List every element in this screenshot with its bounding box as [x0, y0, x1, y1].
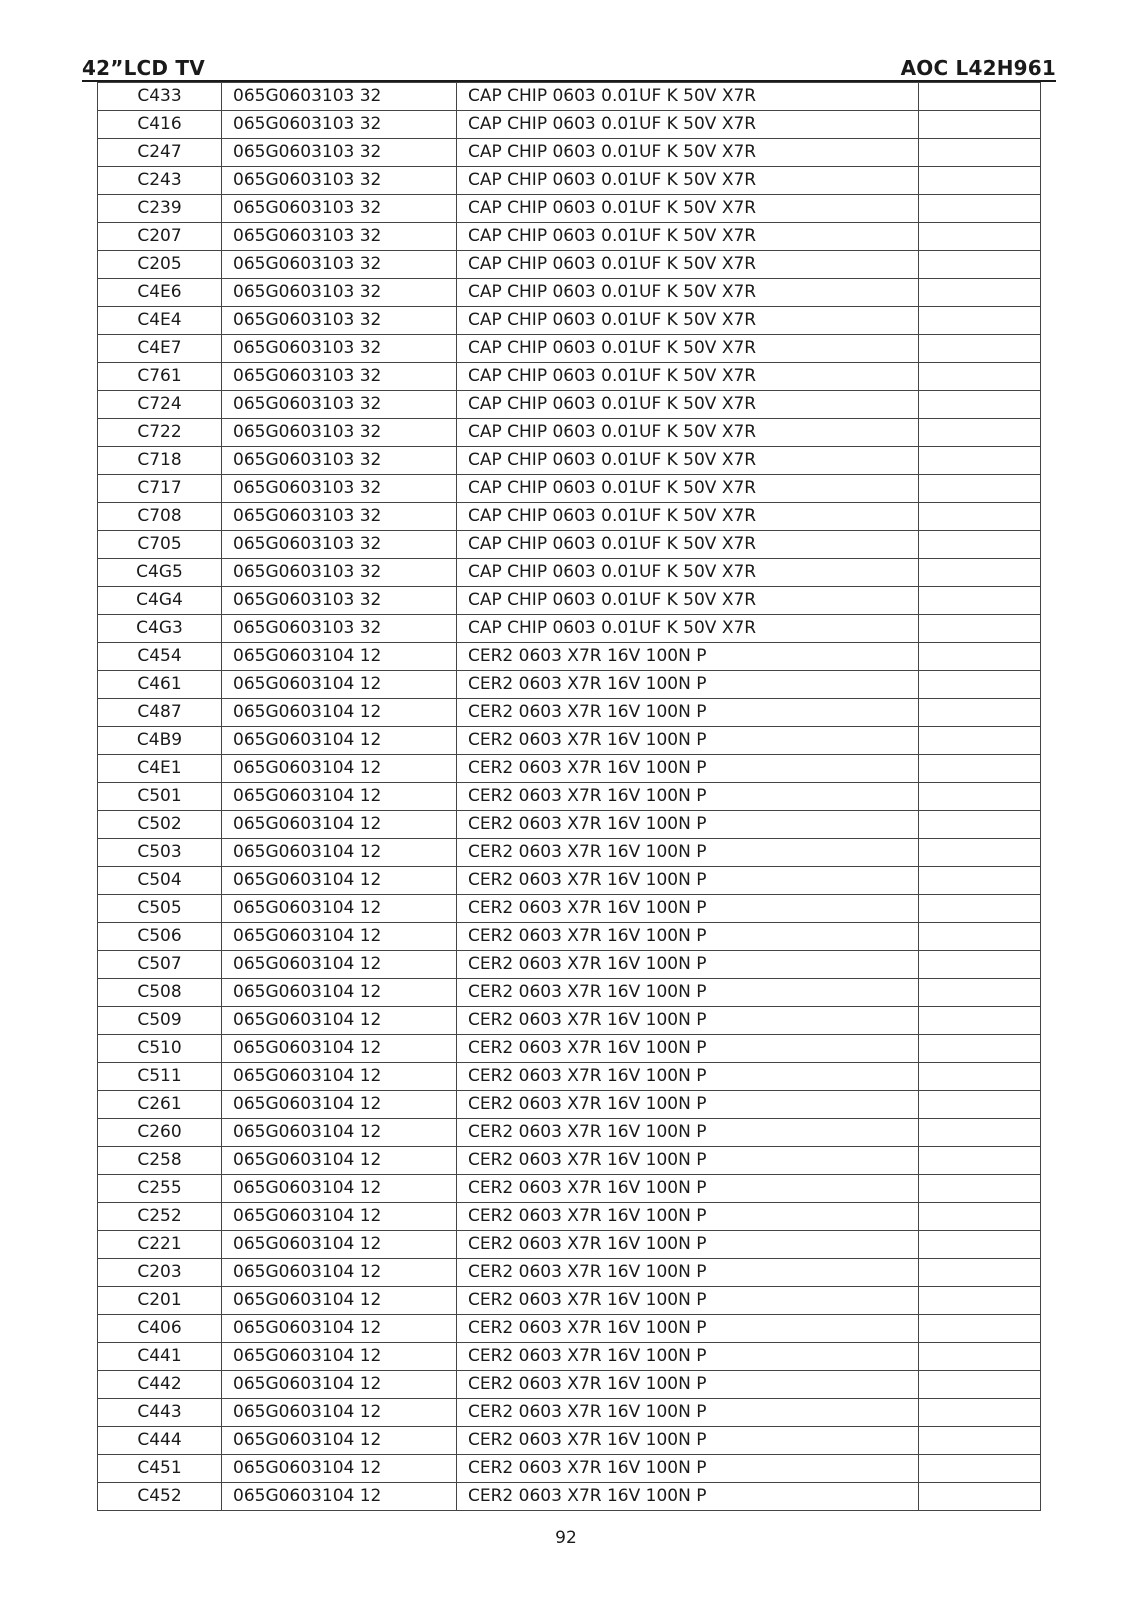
- cell-location: C201: [98, 1287, 222, 1315]
- cell-location: C487: [98, 699, 222, 727]
- cell-part-number: 065G0603103 32: [222, 195, 457, 223]
- cell-remark: [919, 1007, 1041, 1035]
- cell-description: CER2 0603 X7R 16V 100N P: [457, 895, 919, 923]
- cell-remark: [919, 923, 1041, 951]
- cell-remark: [919, 1427, 1041, 1455]
- table-row: [98, 251, 1041, 279]
- cell-remark: [919, 447, 1041, 475]
- table-row: [98, 811, 1041, 839]
- cell-part-number: 065G0603104 12: [222, 1315, 457, 1343]
- table-row: [98, 279, 1041, 307]
- cell-part-number: 065G0603104 12: [222, 811, 457, 839]
- cell-description: CAP CHIP 0603 0.01UF K 50V X7R: [457, 559, 919, 587]
- cell-remark: [919, 1147, 1041, 1175]
- cell-part-number: 065G0603103 32: [222, 615, 457, 643]
- cell-part-number: 065G0603103 32: [222, 251, 457, 279]
- cell-part-number: 065G0603103 32: [222, 419, 457, 447]
- cell-location: C4E4: [98, 307, 222, 335]
- table-row: [98, 475, 1041, 503]
- table-row: [98, 895, 1041, 923]
- cell-location: C4G5: [98, 559, 222, 587]
- cell-location: C722: [98, 419, 222, 447]
- cell-description: CAP CHIP 0603 0.01UF K 50V X7R: [457, 503, 919, 531]
- cell-description: CER2 0603 X7R 16V 100N P: [457, 783, 919, 811]
- cell-part-number: 065G0603103 32: [222, 139, 457, 167]
- cell-part-number: 065G0603104 12: [222, 1007, 457, 1035]
- table-row: [98, 307, 1041, 335]
- cell-part-number: 065G0603103 32: [222, 559, 457, 587]
- cell-part-number: 065G0603104 12: [222, 1259, 457, 1287]
- cell-location: C510: [98, 1035, 222, 1063]
- cell-remark: [919, 531, 1041, 559]
- cell-part-number: 065G0603103 32: [222, 335, 457, 363]
- cell-location: C461: [98, 671, 222, 699]
- cell-location: C705: [98, 531, 222, 559]
- cell-description: CER2 0603 X7R 16V 100N P: [457, 1203, 919, 1231]
- cell-description: CER2 0603 X7R 16V 100N P: [457, 867, 919, 895]
- cell-description: CAP CHIP 0603 0.01UF K 50V X7R: [457, 363, 919, 391]
- cell-description: CER2 0603 X7R 16V 100N P: [457, 1287, 919, 1315]
- cell-location: C255: [98, 1175, 222, 1203]
- cell-description: CER2 0603 X7R 16V 100N P: [457, 1427, 919, 1455]
- cell-location: C258: [98, 1147, 222, 1175]
- table-row: [98, 699, 1041, 727]
- table-row: [98, 1399, 1041, 1427]
- table-row: [98, 83, 1041, 111]
- table-row: [98, 923, 1041, 951]
- cell-location: C252: [98, 1203, 222, 1231]
- cell-description: CAP CHIP 0603 0.01UF K 50V X7R: [457, 419, 919, 447]
- cell-description: CER2 0603 X7R 16V 100N P: [457, 1455, 919, 1483]
- cell-part-number: 065G0603103 32: [222, 447, 457, 475]
- cell-location: C207: [98, 223, 222, 251]
- table-row: [98, 839, 1041, 867]
- cell-description: CER2 0603 X7R 16V 100N P: [457, 727, 919, 755]
- cell-description: CAP CHIP 0603 0.01UF K 50V X7R: [457, 391, 919, 419]
- cell-remark: [919, 699, 1041, 727]
- table-row: [98, 783, 1041, 811]
- cell-description: CAP CHIP 0603 0.01UF K 50V X7R: [457, 335, 919, 363]
- table-row: [98, 223, 1041, 251]
- cell-part-number: 065G0603104 12: [222, 1203, 457, 1231]
- cell-description: CER2 0603 X7R 16V 100N P: [457, 643, 919, 671]
- cell-remark: [919, 167, 1041, 195]
- cell-part-number: 065G0603104 12: [222, 1119, 457, 1147]
- cell-part-number: 065G0603104 12: [222, 1091, 457, 1119]
- cell-location: C717: [98, 475, 222, 503]
- cell-remark: [919, 1203, 1041, 1231]
- cell-description: CAP CHIP 0603 0.01UF K 50V X7R: [457, 307, 919, 335]
- table-row: [98, 1175, 1041, 1203]
- table-row: [98, 1371, 1041, 1399]
- cell-part-number: 065G0603103 32: [222, 167, 457, 195]
- cell-location: C442: [98, 1371, 222, 1399]
- cell-part-number: 065G0603104 12: [222, 1175, 457, 1203]
- cell-remark: [919, 615, 1041, 643]
- cell-location: C239: [98, 195, 222, 223]
- cell-description: CAP CHIP 0603 0.01UF K 50V X7R: [457, 279, 919, 307]
- cell-remark: [919, 1063, 1041, 1091]
- cell-remark: [919, 335, 1041, 363]
- cell-remark: [919, 643, 1041, 671]
- table-row: [98, 727, 1041, 755]
- cell-remark: [919, 727, 1041, 755]
- cell-description: CER2 0603 X7R 16V 100N P: [457, 1175, 919, 1203]
- cell-part-number: 065G0603104 12: [222, 979, 457, 1007]
- cell-description: CER2 0603 X7R 16V 100N P: [457, 923, 919, 951]
- table-row: [98, 391, 1041, 419]
- cell-description: CER2 0603 X7R 16V 100N P: [457, 1091, 919, 1119]
- cell-location: C507: [98, 951, 222, 979]
- cell-part-number: 065G0603104 12: [222, 1231, 457, 1259]
- cell-description: CAP CHIP 0603 0.01UF K 50V X7R: [457, 251, 919, 279]
- cell-part-number: 065G0603103 32: [222, 391, 457, 419]
- cell-description: CER2 0603 X7R 16V 100N P: [457, 699, 919, 727]
- cell-remark: [919, 363, 1041, 391]
- cell-part-number: 065G0603104 12: [222, 1063, 457, 1091]
- cell-remark: [919, 503, 1041, 531]
- cell-remark: [919, 1175, 1041, 1203]
- table-row: [98, 867, 1041, 895]
- header-model-number: AOC L42H961: [900, 56, 1056, 80]
- cell-remark: [919, 1371, 1041, 1399]
- table-row: [98, 195, 1041, 223]
- cell-remark: [919, 1259, 1041, 1287]
- cell-description: CAP CHIP 0603 0.01UF K 50V X7R: [457, 223, 919, 251]
- cell-location: C718: [98, 447, 222, 475]
- cell-description: CER2 0603 X7R 16V 100N P: [457, 1399, 919, 1427]
- cell-part-number: 065G0603104 12: [222, 1035, 457, 1063]
- cell-part-number: 065G0603103 32: [222, 503, 457, 531]
- cell-part-number: 065G0603104 12: [222, 923, 457, 951]
- cell-location: C4E1: [98, 755, 222, 783]
- cell-description: CER2 0603 X7R 16V 100N P: [457, 1007, 919, 1035]
- cell-part-number: 065G0603104 12: [222, 1371, 457, 1399]
- cell-description: CER2 0603 X7R 16V 100N P: [457, 839, 919, 867]
- table-row: [98, 1455, 1041, 1483]
- table-row: [98, 335, 1041, 363]
- cell-location: C260: [98, 1119, 222, 1147]
- table-row: [98, 1483, 1041, 1511]
- cell-description: CER2 0603 X7R 16V 100N P: [457, 1035, 919, 1063]
- cell-part-number: 065G0603104 12: [222, 643, 457, 671]
- cell-remark: [919, 1231, 1041, 1259]
- cell-description: CER2 0603 X7R 16V 100N P: [457, 1483, 919, 1511]
- cell-location: C454: [98, 643, 222, 671]
- table-row: [98, 1259, 1041, 1287]
- cell-remark: [919, 1315, 1041, 1343]
- cell-location: C441: [98, 1343, 222, 1371]
- cell-remark: [919, 111, 1041, 139]
- cell-part-number: 065G0603104 12: [222, 1343, 457, 1371]
- cell-remark: [919, 559, 1041, 587]
- table-row: [98, 1287, 1041, 1315]
- cell-remark: [919, 307, 1041, 335]
- table-row: [98, 1007, 1041, 1035]
- table-row: [98, 1427, 1041, 1455]
- cell-location: C508: [98, 979, 222, 1007]
- cell-location: C444: [98, 1427, 222, 1455]
- cell-part-number: 065G0603104 12: [222, 951, 457, 979]
- cell-description: CAP CHIP 0603 0.01UF K 50V X7R: [457, 195, 919, 223]
- cell-remark: [919, 979, 1041, 1007]
- table-row: [98, 615, 1041, 643]
- cell-part-number: 065G0603103 32: [222, 475, 457, 503]
- cell-part-number: 065G0603104 12: [222, 867, 457, 895]
- cell-remark: [919, 839, 1041, 867]
- table-row: [98, 643, 1041, 671]
- cell-remark: [919, 1287, 1041, 1315]
- cell-part-number: 065G0603104 12: [222, 1287, 457, 1315]
- cell-remark: [919, 1455, 1041, 1483]
- cell-remark: [919, 783, 1041, 811]
- table-row: [98, 531, 1041, 559]
- table-row: [98, 167, 1041, 195]
- cell-part-number: 065G0603103 32: [222, 531, 457, 559]
- cell-description: CER2 0603 X7R 16V 100N P: [457, 1371, 919, 1399]
- cell-remark: [919, 223, 1041, 251]
- cell-description: CAP CHIP 0603 0.01UF K 50V X7R: [457, 531, 919, 559]
- cell-location: C502: [98, 811, 222, 839]
- cell-remark: [919, 195, 1041, 223]
- cell-location: C443: [98, 1399, 222, 1427]
- parts-list-table: [97, 82, 1041, 1511]
- cell-remark: [919, 755, 1041, 783]
- cell-location: C451: [98, 1455, 222, 1483]
- cell-description: CAP CHIP 0603 0.01UF K 50V X7R: [457, 139, 919, 167]
- cell-location: C505: [98, 895, 222, 923]
- cell-remark: [919, 811, 1041, 839]
- cell-location: C503: [98, 839, 222, 867]
- cell-description: CER2 0603 X7R 16V 100N P: [457, 1063, 919, 1091]
- page-header: [82, 54, 1056, 82]
- cell-remark: [919, 1343, 1041, 1371]
- cell-part-number: 065G0603104 12: [222, 1455, 457, 1483]
- cell-remark: [919, 1119, 1041, 1147]
- cell-part-number: 065G0603104 12: [222, 895, 457, 923]
- cell-part-number: 065G0603104 12: [222, 671, 457, 699]
- cell-description: CAP CHIP 0603 0.01UF K 50V X7R: [457, 83, 919, 111]
- cell-description: CER2 0603 X7R 16V 100N P: [457, 811, 919, 839]
- cell-description: CER2 0603 X7R 16V 100N P: [457, 1231, 919, 1259]
- cell-part-number: 065G0603103 32: [222, 223, 457, 251]
- table-row: [98, 139, 1041, 167]
- cell-location: C761: [98, 363, 222, 391]
- cell-part-number: 065G0603104 12: [222, 839, 457, 867]
- table-row: [98, 1147, 1041, 1175]
- cell-part-number: 065G0603103 32: [222, 307, 457, 335]
- cell-description: CER2 0603 X7R 16V 100N P: [457, 755, 919, 783]
- cell-location: C501: [98, 783, 222, 811]
- cell-remark: [919, 867, 1041, 895]
- cell-description: CER2 0603 X7R 16V 100N P: [457, 951, 919, 979]
- cell-location: C504: [98, 867, 222, 895]
- table-row: [98, 951, 1041, 979]
- cell-remark: [919, 1399, 1041, 1427]
- table-row: [98, 1035, 1041, 1063]
- table-row: [98, 755, 1041, 783]
- cell-remark: [919, 419, 1041, 447]
- cell-location: C4G3: [98, 615, 222, 643]
- cell-location: C452: [98, 1483, 222, 1511]
- cell-part-number: 065G0603104 12: [222, 755, 457, 783]
- cell-description: CER2 0603 X7R 16V 100N P: [457, 979, 919, 1007]
- parts-list-body: [98, 83, 1041, 1511]
- cell-part-number: 065G0603104 12: [222, 1483, 457, 1511]
- cell-description: CER2 0603 X7R 16V 100N P: [457, 671, 919, 699]
- table-row: [98, 671, 1041, 699]
- table-row: [98, 979, 1041, 1007]
- cell-part-number: 065G0603104 12: [222, 1147, 457, 1175]
- cell-remark: [919, 1035, 1041, 1063]
- cell-remark: [919, 1091, 1041, 1119]
- cell-location: C4E6: [98, 279, 222, 307]
- cell-location: C416: [98, 111, 222, 139]
- cell-remark: [919, 139, 1041, 167]
- table-row: [98, 559, 1041, 587]
- table-row: [98, 1063, 1041, 1091]
- table-row: [98, 363, 1041, 391]
- cell-description: CAP CHIP 0603 0.01UF K 50V X7R: [457, 447, 919, 475]
- cell-description: CAP CHIP 0603 0.01UF K 50V X7R: [457, 475, 919, 503]
- cell-part-number: 065G0603103 32: [222, 111, 457, 139]
- cell-description: CER2 0603 X7R 16V 100N P: [457, 1343, 919, 1371]
- cell-description: CAP CHIP 0603 0.01UF K 50V X7R: [457, 111, 919, 139]
- cell-location: C243: [98, 167, 222, 195]
- cell-description: CER2 0603 X7R 16V 100N P: [457, 1119, 919, 1147]
- cell-description: CAP CHIP 0603 0.01UF K 50V X7R: [457, 167, 919, 195]
- cell-location: C221: [98, 1231, 222, 1259]
- cell-description: CAP CHIP 0603 0.01UF K 50V X7R: [457, 587, 919, 615]
- cell-part-number: 065G0603104 12: [222, 1399, 457, 1427]
- table-row: [98, 447, 1041, 475]
- cell-remark: [919, 475, 1041, 503]
- cell-location: C4B9: [98, 727, 222, 755]
- cell-location: C511: [98, 1063, 222, 1091]
- table-row: [98, 1315, 1041, 1343]
- cell-remark: [919, 251, 1041, 279]
- cell-description: CER2 0603 X7R 16V 100N P: [457, 1315, 919, 1343]
- cell-part-number: 065G0603103 32: [222, 279, 457, 307]
- cell-remark: [919, 83, 1041, 111]
- cell-description: CER2 0603 X7R 16V 100N P: [457, 1147, 919, 1175]
- table-row: [98, 1119, 1041, 1147]
- cell-remark: [919, 279, 1041, 307]
- cell-part-number: 065G0603103 32: [222, 363, 457, 391]
- cell-location: C708: [98, 503, 222, 531]
- cell-location: C261: [98, 1091, 222, 1119]
- cell-description: CAP CHIP 0603 0.01UF K 50V X7R: [457, 615, 919, 643]
- cell-location: C203: [98, 1259, 222, 1287]
- page-number: 92: [555, 1528, 577, 1548]
- cell-location: C433: [98, 83, 222, 111]
- table-row: [98, 419, 1041, 447]
- cell-description: CER2 0603 X7R 16V 100N P: [457, 1259, 919, 1287]
- cell-part-number: 065G0603104 12: [222, 783, 457, 811]
- cell-part-number: 065G0603104 12: [222, 727, 457, 755]
- cell-location: C205: [98, 251, 222, 279]
- cell-remark: [919, 1483, 1041, 1511]
- table-row: [98, 1091, 1041, 1119]
- cell-location: C406: [98, 1315, 222, 1343]
- cell-location: C509: [98, 1007, 222, 1035]
- cell-remark: [919, 895, 1041, 923]
- cell-location: C247: [98, 139, 222, 167]
- table-row: [98, 1231, 1041, 1259]
- table-row: [98, 1343, 1041, 1371]
- cell-remark: [919, 587, 1041, 615]
- cell-part-number: 065G0603103 32: [222, 587, 457, 615]
- cell-location: C506: [98, 923, 222, 951]
- cell-part-number: 065G0603104 12: [222, 699, 457, 727]
- table-row: [98, 503, 1041, 531]
- cell-part-number: 065G0603104 12: [222, 1427, 457, 1455]
- cell-remark: [919, 951, 1041, 979]
- cell-remark: [919, 391, 1041, 419]
- header-product-title: 42”LCD TV: [82, 56, 205, 80]
- cell-location: C724: [98, 391, 222, 419]
- cell-remark: [919, 671, 1041, 699]
- cell-part-number: 065G0603103 32: [222, 83, 457, 111]
- table-row: [98, 1203, 1041, 1231]
- cell-location: C4E7: [98, 335, 222, 363]
- table-row: [98, 587, 1041, 615]
- table-row: [98, 111, 1041, 139]
- cell-location: C4G4: [98, 587, 222, 615]
